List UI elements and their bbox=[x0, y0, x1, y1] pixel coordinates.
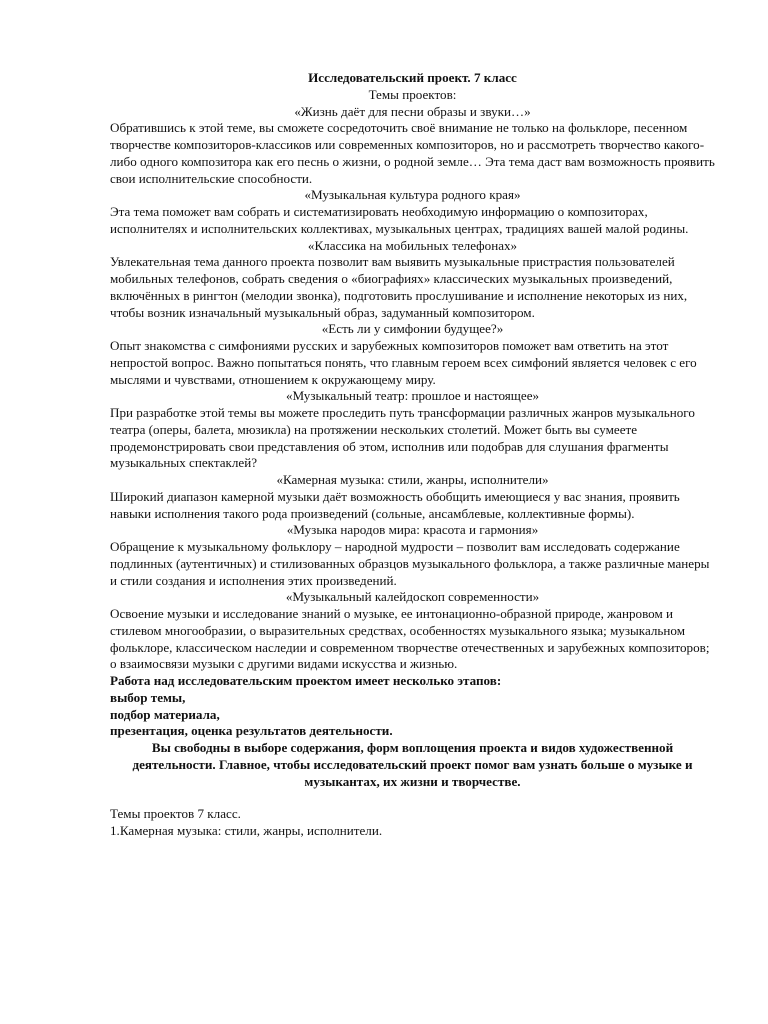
document-page bbox=[110, 70, 715, 840]
stage-item: подбор материала, bbox=[110, 706, 220, 722]
document-title: Исследовательский проект. 7 класс bbox=[308, 70, 517, 85]
topic-body: Освоение музыки и исследование знаний о музыке, ее интонационно-образной природе, жанровом и стилевом многообразии, о выразительных средствах, особенностях музыкального языка; музыкальном фольклоре, классическом наследии и современном творчестве отечественных и зарубежных композиторов; о взаимосвязи музыки с другими видами искусства и жизнью. bbox=[110, 606, 710, 672]
topic-heading: «Классика на мобильных телефонах» bbox=[307, 237, 518, 253]
topic-heading: «Музыкальный калейдоскоп современности» bbox=[285, 589, 540, 605]
topic-body: Опыт знакомства с симфониями русских и зарубежных композиторов поможет вам ответить на этот непростой вопрос. Важно попытаться понять, что главным героем всех симфоний является человек с его мыслями и чувствами, отношением к окружающему миру. bbox=[110, 338, 697, 387]
topic-heading: «Жизнь даёт для песни образы и звуки…» bbox=[294, 103, 531, 119]
topics-list-item: 1.Камерная музыка: стили, жанры, исполнители. bbox=[110, 823, 383, 838]
stage-item: выбор темы, bbox=[110, 689, 186, 705]
topic-body: Эта тема поможет вам собрать и систематизировать необходимую информацию о композиторах, исполнителях и исполнительских коллективах, музыкальных центрах, традициях вашей малой родины. bbox=[110, 204, 689, 236]
topic-heading: «Музыкальный театр: прошлое и настоящее» bbox=[285, 388, 540, 404]
topic-body: Обратившись к этой теме, вы сможете сосредоточить своё внимание не только на фольклоре, песенном творчестве композиторов-классиков или современных композиторов, но и рассмотреть творчество какого-либо одного композитора как его песнь о жизни, о родной земле… Эта тема даст вам возможность проявить свои исполнительские способности. bbox=[110, 120, 715, 186]
topic-heading: «Музыка народов мира: красота и гармония» bbox=[286, 522, 539, 538]
document-subtitle: Темы проектов: bbox=[368, 86, 457, 102]
spacer bbox=[110, 790, 715, 806]
topics-list-title: Темы проектов 7 класс. bbox=[110, 806, 241, 822]
topic-body: Обращение к музыкальному фольклору – народной мудрости – позволит вам исследовать содержание подлинных (аутентичных) и стилизованных образцов музыкального фольклора, а также различные манеры и стили создания и исполнения этих произведений. bbox=[110, 539, 710, 588]
stages-intro: Работа над исследовательским проектом имеет несколько этапов: bbox=[110, 673, 502, 688]
topic-heading: «Музыкальная культура родного края» bbox=[304, 187, 521, 203]
topic-body: Увлекательная тема данного проекта позволит вам выявить музыкальные пристрастия пользователей мобильных телефонов, собрать сведения о «биографиях» классических музыкальных произведений, включённых в рингтон (мелодии звонка), подготовить прослушивание и исполнение некоторых из них, чтобы возник изначальный музыкальный образ, задуманный композитором. bbox=[110, 254, 688, 320]
stage-item: презентация, оценка результатов деятельности. bbox=[110, 723, 393, 739]
topic-body: Широкий диапазон камерной музыки даёт возможность обобщить имеющиеся у вас знания, проявить навыки исполнения такого рода произведений (сольные, ансамблевые, коллективные формы). bbox=[110, 488, 680, 521]
topic-body: При разработке этой темы вы можете проследить путь трансформации различных жанров музыкального театра (оперы, балета, мюзикла) на протяжении нескольких столетий. Может быть вы сумеете продемонстрировать свои представления об этом, исполнив или подобрав для слушания фрагменты музыкальных спектаклей? bbox=[110, 405, 695, 471]
topic-heading: «Есть ли у симфонии будущее?» bbox=[321, 321, 504, 337]
topic-heading: «Камерная музыка: стили, жанры, исполнители» bbox=[276, 472, 549, 487]
closing-statement: Вы свободны в выборе содержания, форм воплощения проекта и видов художественной деятельности. Главное, чтобы исследовательский проект помог вам узнать больше о музыке и музыкантах, их жизни и творчестве. bbox=[132, 740, 693, 789]
